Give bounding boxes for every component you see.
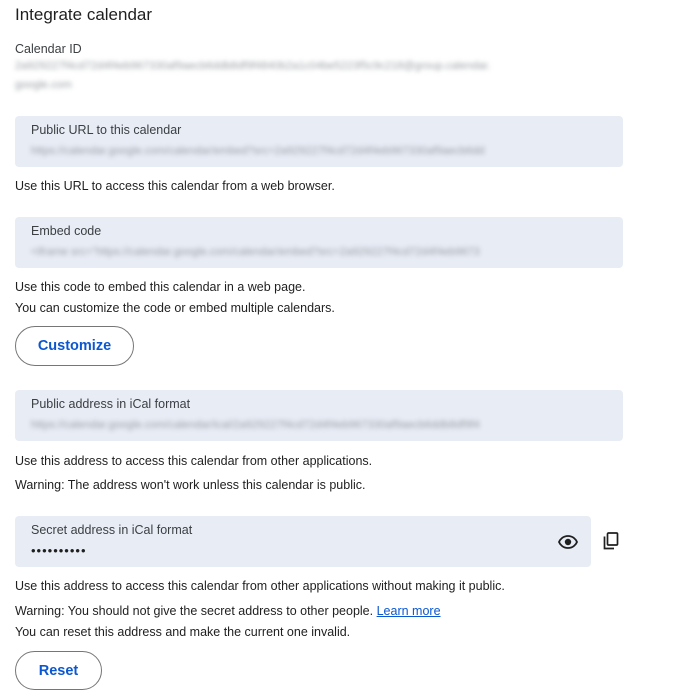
calendar-id-value-line2: google.com	[15, 79, 72, 91]
customize-button[interactable]: Customize	[15, 326, 134, 366]
public-url-value[interactable]: https://calendar.google.com/calendar/embed?src=2a929227f4cd72d4f4eb967330af9aecb6dd	[31, 145, 485, 157]
calendar-id-label: Calendar ID	[15, 42, 82, 56]
eye-icon[interactable]	[556, 531, 580, 553]
secret-ical-field[interactable]	[15, 516, 591, 567]
embed-code-field[interactable]	[15, 217, 623, 268]
embed-code-value[interactable]: <iframe src="https://calendar.google.com/calendar/embed?src=2a929227f4cd72d4f4eb9673	[31, 246, 480, 258]
public-ical-warning: Warning: The address won't work unless this calendar is public.	[15, 478, 366, 492]
public-ical-field[interactable]	[15, 390, 623, 441]
secret-ical-reset-hint: You can reset this address and make the current one invalid.	[15, 625, 351, 639]
secret-ical-help: Use this address to access this calendar from other applications without making it public.	[15, 579, 505, 593]
copy-icon[interactable]	[600, 530, 622, 552]
secret-ical-masked-value[interactable]: ••••••••••	[31, 543, 87, 558]
calendar-id-value-line1: 2a929227f4cd72d4f4eb967330af9aecb6ddb8df9f4840b2a1c04be5223f5c9c218@group.calendar.	[15, 60, 491, 72]
embed-code-customize-hint: You can customize the code or embed multiple calendars.	[15, 301, 335, 315]
reset-button[interactable]: Reset	[15, 651, 102, 690]
secret-ical-label: Secret address in iCal format	[31, 523, 193, 537]
embed-code-help: Use this code to embed this calendar in a web page.	[15, 280, 306, 294]
public-url-field[interactable]	[15, 116, 623, 167]
page-title: Integrate calendar	[15, 5, 153, 24]
secret-ical-warning: Warning: You should not give the secret address to other people.	[15, 604, 374, 618]
learn-more-link[interactable]: Learn more	[376, 604, 441, 618]
public-ical-help: Use this address to access this calendar from other applications.	[15, 454, 373, 468]
secret-ical-warning-line	[15, 604, 441, 618]
public-ical-label: Public address in iCal format	[31, 397, 191, 411]
embed-code-label: Embed code	[31, 224, 102, 238]
public-ical-value[interactable]: https://calendar.google.com/calendar/ical/2a929227f4cd72d4f4eb967330af9aecb6ddb8df9f4	[31, 419, 480, 431]
public-url-help: Use this URL to access this calendar from a web browser.	[15, 179, 335, 193]
public-url-label: Public URL to this calendar	[31, 123, 182, 137]
